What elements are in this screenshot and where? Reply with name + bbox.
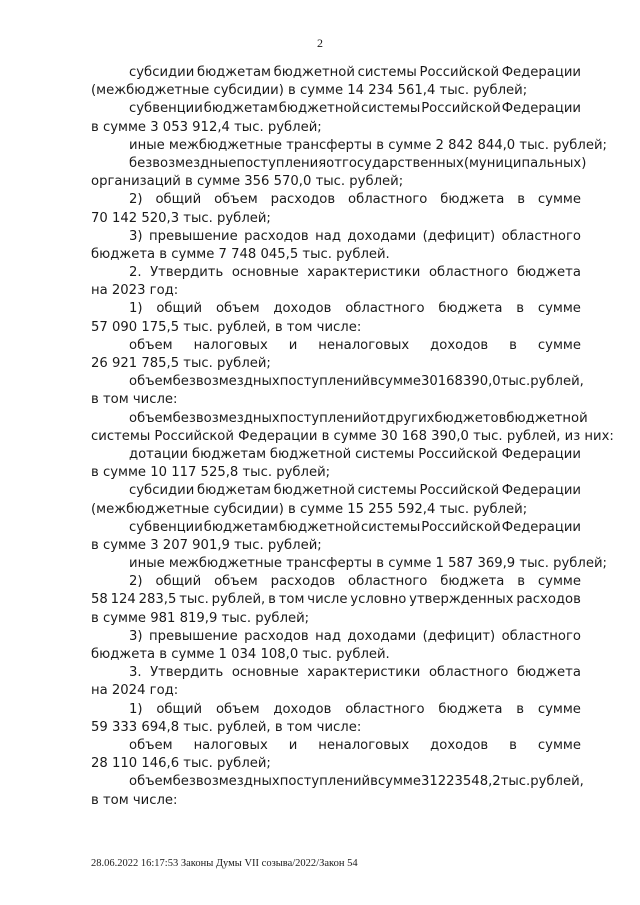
text-line: объем безвозмездных поступлений в сумме 30 168 390,0 тыс. рублей, [129,374,584,390]
text-line: в сумме 3 207 901,9 тыс. рублей; [91,537,322,553]
text-line: объем налоговых и неналоговых доходов в сумме [129,337,581,353]
text-line: 1) общий объем доходов областного бюджета в сумме [129,301,581,317]
text-line: 26 921 785,5 тыс. рублей; [91,356,271,371]
text-line: объем налоговых и неналоговых доходов в сумме [129,737,581,753]
text-line: иные межбюджетные трансферты в сумме 2 842 844,0 тыс. рублей; [129,137,607,153]
text-line: бюджета в сумме 7 748 045,5 тыс. рублей. [91,246,390,262]
text-line: в том числе: [91,792,178,808]
text-line: 28 110 146,6 тыс. рублей; [91,756,271,772]
footer-stamp: 28.06.2022 16:17:53 Законы Думы VII созыва/2022/Закон 54 [91,858,358,869]
text-line: на 2023 год: [91,283,179,299]
text-line: субсидии бюджетам бюджетной системы Российской Федерации [129,483,581,499]
text-line: в сумме 981 819,9 тыс. рублей; [91,610,310,626]
text-line: 70 142 520,3 тыс. рублей; [91,210,271,226]
text-line: 2) общий объем расходов областного бюджета в сумме [129,574,581,590]
text-line: бюджета в сумме 1 034 108,0 тыс. рублей. [91,647,390,662]
text-line: 59 333 694,8 тыс. рублей, в том числе: [91,719,362,735]
text-line: субвенции бюджетам бюджетной системы Российской Федерации [129,519,581,535]
text-line: 1) общий объем доходов областного бюджета в сумме [129,701,581,717]
text-line: иные межбюджетные трансферты в сумме 1 587 369,9 тыс. рублей; [129,556,607,572]
text-line: организаций в сумме 356 570,0 тыс. рублей; [91,174,404,190]
text-line: в сумме 3 053 912,4 тыс. рублей; [91,119,322,135]
text-line: 3. Утвердить основные характеристики областного бюджета [129,665,581,681]
text-line: 3) превышение расходов над доходами (дефицит) областного [129,628,581,644]
text-line: 2) общий объем расходов областного бюджета в сумме [129,192,581,208]
text-line: 58 124 283,5 тыс. рублей, в том числе условно утвержденных расходов [91,592,581,608]
text-line: 3) превышение расходов над доходами (дефицит) областного [129,228,581,244]
page-number: 2 [317,36,323,50]
text-line: объем безвозмездных поступлений от других бюджетов бюджетной [129,410,588,426]
text-line: безвозмездные поступления от государственных (муниципальных) [129,155,587,171]
text-line: в том числе: [91,392,178,408]
text-line: системы Российской Федерации в сумме 30 168 390,0 тыс. рублей, из них: [91,428,614,444]
text-line: (межбюджетные субсидии) в сумме 15 255 592,4 тыс. рублей; [91,501,528,517]
text-line: на 2024 год: [91,683,179,699]
text-line: (межбюджетные субсидии) в сумме 14 234 561,4 тыс. рублей; [91,83,528,99]
text-line: 57 090 175,5 тыс. рублей, в том числе: [91,319,362,335]
text-line: 2. Утвердить основные характеристики областного бюджета [129,265,581,281]
text-line: дотации бюджетам бюджетной системы Российской Федерации [129,446,581,462]
text-line: объем безвозмездных поступлений в сумме 31 223 548,2 тыс. рублей, [129,774,584,790]
document-body [91,64,614,810]
text-line: субвенции бюджетам бюджетной системы Российской Федерации [129,101,581,117]
text-line: в сумме 10 117 525,8 тыс. рублей; [91,465,331,481]
text-line: субсидии бюджетам бюджетной системы Российской Федерации [129,65,581,80]
